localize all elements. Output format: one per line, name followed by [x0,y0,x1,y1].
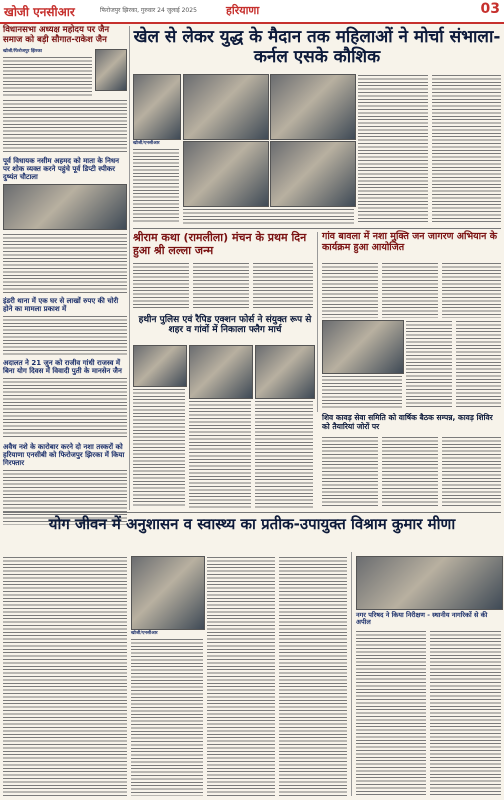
story1-body [3,56,92,96]
yoga-photo-1 [131,556,205,630]
yoga-byline: खोजी/एनसीआर [131,631,158,636]
story1-title: विधानसभा अध्यक्ष महोदय पर जैन समाज को बड़ी सौगात-राकेश जैन [3,25,110,45]
middle-divider [317,232,318,412]
story3-body [3,315,127,355]
bawla-body-4 [322,375,402,409]
main-photo-3 [183,141,269,207]
right-bottom-body-1 [356,630,426,796]
kawad-body-3 [442,436,501,508]
police-headline: हथीन पुलिस एवं रैपिड एक्शन फोर्स ने संयुक्त रूप से शहर व गांवों में निकाला फ्लैग मार्च [138,315,312,336]
story1-body-cont [3,99,127,153]
section-divider-1 [133,228,501,229]
yoga-body-col4 [279,556,347,796]
main-body-col3 [358,74,428,224]
column-divider [129,26,130,510]
main-portrait-photo [133,74,181,140]
bawla-body-6 [456,320,501,409]
ramleela-body-3 [253,262,313,310]
bawla-body-2 [382,262,438,318]
police-body-1 [133,388,185,508]
story2-title: पूर्व विधायक नसीम अहमद को माता के निधन पर शोक व्यक्त करने पहुंचे पूर्व डिप्टी स्पीकर दुष्यंत चौटाला [3,156,120,181]
ramleela-headline: श्रीराम कथा (रामलीला) मंचन के प्रथम दिन हुआ श्री लल्ला जन्म [133,231,307,257]
main-body-under-photos [183,208,354,224]
story1-photo [95,49,127,91]
police-photo-2 [189,345,253,399]
bawla-body-3 [442,262,501,318]
main-headline: खेल से लेकर युद्ध के मैदान तक महिलाओं ने मोर्चा संभाला-कर्नल एसके कौशिक [133,27,501,68]
page-number: 03 [480,1,500,17]
bawla-photo [322,320,404,374]
main-photo-2 [270,74,356,140]
bottom-divider [351,552,352,796]
story4-title: अदालत ने 21 जुन को राजीव गांधी राजस्व में बिना योग दिवस में विवादी पुती के मानसेन जैन [3,358,122,375]
yoga-body-col2 [131,638,203,796]
police-photo-1 [133,345,187,387]
section-name: हरियाणा [226,4,260,17]
page-header [0,0,504,24]
main-photo-1 [183,74,269,140]
left-column [3,26,127,510]
right-bottom-headline: नगर परिषद ने किया निरीक्षण - स्थानीय नागरिकों से की अपील [356,611,488,627]
story2-body [3,233,127,293]
bawla-headline: गांव बावला में नशा मुक्ति जन जागरण अभियान के कार्यक्रम हुआ आयोजित [322,231,498,253]
police-body-2 [189,400,251,508]
story5-title: अवैध नशे के कारोबार करने दो नशा तस्करों को हरियाणा एनसीबी को फिरोजपुर झिरका में किया गिरफ्तार [3,443,125,468]
police-body-3 [255,400,313,508]
yoga-headline: योग जीवन में अनुशासन व स्वास्थ्य का प्रतीक-उपायुक्त विश्राम कुमार मीणा [48,515,456,533]
bawla-body-5 [406,320,452,409]
ramleela-body-1 [133,262,189,310]
main-photo-4 [270,141,356,207]
main-byline: खोजी/एनसीआर [133,141,160,146]
police-photo-3 [255,345,315,399]
story2-photo [3,184,127,230]
newspaper-brand: खोजी एनसीआर [4,5,75,19]
kawad-body-1 [322,436,378,508]
bawla-body-1 [322,262,378,318]
right-bottom-body-2 [430,630,501,796]
main-body-col4 [432,74,501,224]
issue-meta: फिरोजपुर झिरका, गुरुवार 24 जुलाई 2025 [100,7,197,14]
ramleela-body-2 [193,262,249,310]
story1-byline: खोजी/फिरोजपुर झिरका [3,48,42,54]
kawad-headline: शिव कावड़ सेवा समिति को वार्षिक बैठक सम्पन्न, कावड़ शिविर को तैयारियां जोरों पर [322,413,493,431]
main-body-col1 [133,148,179,224]
section-divider-2 [3,512,501,513]
yoga-body-col1 [3,556,127,796]
story4-body [3,377,127,439]
yoga-body-col3 [207,556,275,796]
kawad-body-2 [382,436,438,508]
right-bottom-photo [356,556,503,610]
story3-title: इंडरी थाना में एक घर से लाखों रुपए की चोरी होने का मामला प्रकाश में [3,296,119,313]
